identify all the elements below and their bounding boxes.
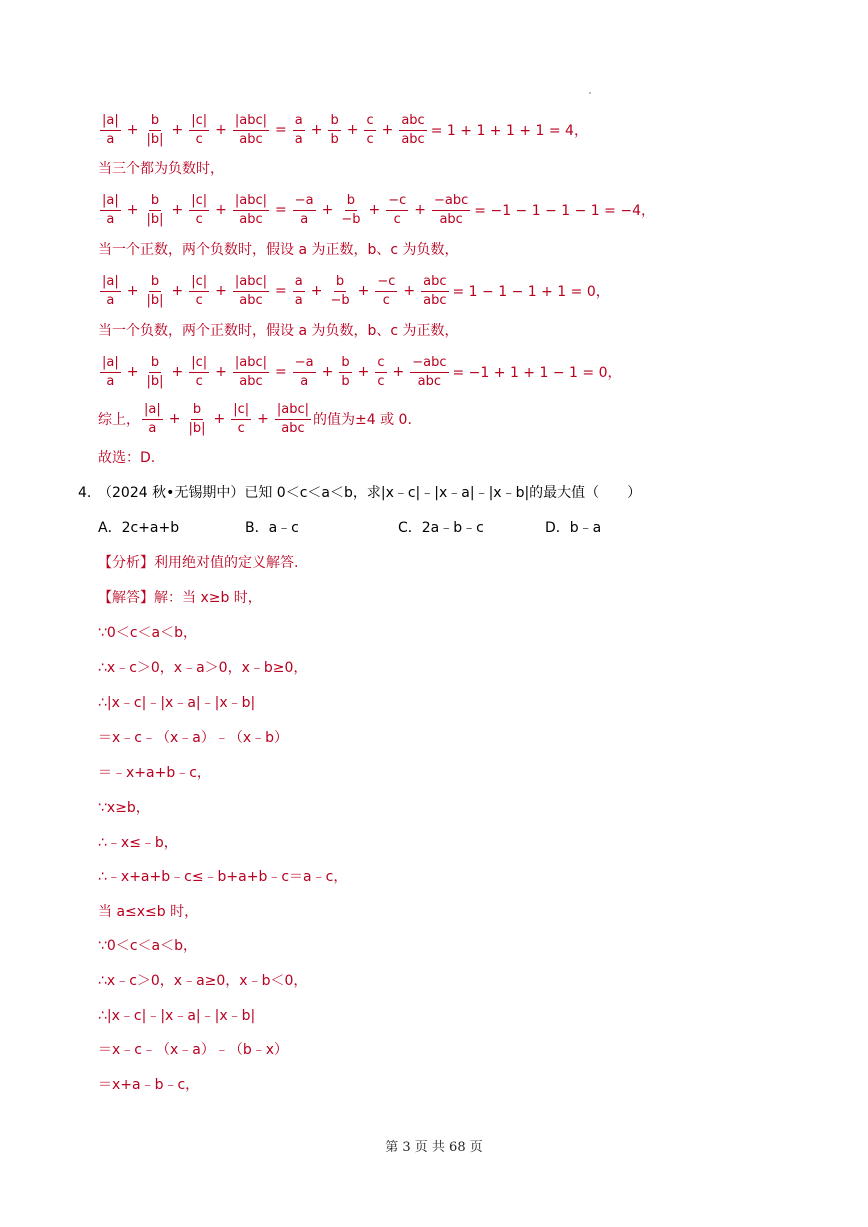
equation-result: = 1 + 1 + 1 + 1 = 4， [430, 123, 588, 139]
fraction-numerator: |abc| [233, 113, 269, 131]
page-footer: 第 3 页 共 68 页 [385, 1140, 483, 1155]
analysis-text: 【分析】利用绝对值的定义解答. [98, 555, 299, 571]
operator: = [275, 122, 287, 138]
fraction [100, 193, 121, 228]
fraction-numerator: −abc [432, 193, 470, 211]
solution-line: 【解答】解：当 x≥b 时， [98, 590, 262, 606]
fraction [233, 355, 269, 390]
fraction-denominator: a [300, 373, 309, 389]
fraction-numerator: b [345, 193, 357, 211]
fraction-numerator: b [328, 113, 340, 131]
fraction-numerator: −c [375, 274, 397, 292]
fraction-denominator: c [377, 373, 385, 389]
solution-line: ∵0＜c＜a＜b， [98, 938, 197, 954]
fraction-numerator: b [149, 274, 161, 292]
fraction-numerator: |c| [231, 402, 251, 420]
case-text-one-negative: 当一个负数，两个正数时，假设 a 为负数，b、c 为正数， [98, 323, 459, 339]
fraction [186, 402, 207, 437]
solution-line: ＝x+a﹣b﹣c， [98, 1077, 200, 1093]
operator: + [381, 122, 394, 138]
fraction-denominator: a [294, 131, 303, 147]
fraction [100, 274, 121, 309]
fraction [275, 402, 311, 437]
fraction-denominator: |b| [146, 131, 164, 147]
fraction [144, 193, 165, 228]
fraction [375, 274, 397, 309]
solution-line: ∵0＜c＜a＜b， [98, 625, 197, 641]
fraction-denominator: abc [281, 420, 305, 436]
fraction-numerator: a [293, 113, 305, 131]
solution-line: ∵x≥b， [98, 800, 150, 816]
solution-line: ＝﹣x+a+b﹣c， [98, 765, 211, 781]
fraction-denominator: c [195, 211, 203, 227]
fraction [189, 355, 209, 390]
fraction-denominator: −b [330, 292, 350, 308]
solution-line: ∴|x﹣c|﹣|x﹣a|﹣|x﹣b| [98, 1008, 256, 1024]
equation-result: = −1 − 1 − 1 − 1 = −4， [474, 203, 655, 219]
fraction [144, 355, 165, 390]
fraction-numerator: |abc| [233, 193, 269, 211]
operator: + [310, 122, 323, 138]
fraction-denominator: |b| [146, 373, 164, 389]
operator: + [368, 202, 381, 218]
fraction-denominator: c [195, 131, 203, 147]
fraction-numerator: abc [421, 274, 448, 292]
operator: + [346, 122, 359, 138]
fraction-denominator: a [300, 211, 309, 227]
fraction [432, 193, 470, 228]
case-text-all-negative: 当三个都为负数时， [98, 161, 224, 177]
fraction-numerator: b [334, 274, 346, 292]
fraction-numerator: c [375, 355, 386, 373]
fraction-numerator: |c| [189, 355, 209, 373]
fraction-numerator: |c| [189, 274, 209, 292]
equation-all-negative [98, 188, 655, 232]
fraction-denominator: a [106, 131, 115, 147]
operator: + [213, 411, 226, 427]
fraction-denominator: abc [239, 292, 263, 308]
fraction-denominator: c [237, 420, 245, 436]
fraction-denominator: −b [341, 211, 361, 227]
fraction-numerator: −a [293, 193, 316, 211]
fraction-denominator: a [106, 292, 115, 308]
fraction-numerator: b [149, 113, 161, 131]
option-d: D．b﹣a [545, 520, 602, 536]
fraction [386, 193, 408, 228]
fraction [233, 113, 269, 148]
fraction-denominator: |b| [146, 211, 164, 227]
operator: + [171, 122, 184, 138]
fraction-denominator: abc [423, 292, 447, 308]
fraction-numerator: a [293, 274, 305, 292]
fraction-numerator: b [339, 355, 351, 373]
fraction-numerator: abc [399, 113, 426, 131]
fraction [328, 274, 351, 309]
fraction [364, 113, 375, 148]
fraction-numerator: −abc [410, 355, 448, 373]
operator: + [357, 283, 370, 299]
fraction-numerator: b [191, 402, 203, 420]
equation-all-positive [98, 108, 588, 152]
fraction [293, 355, 316, 390]
fraction-numerator: |a| [100, 355, 121, 373]
fraction [100, 355, 121, 390]
fraction [189, 274, 209, 309]
fraction-denominator: abc [417, 373, 442, 389]
summary-expression [140, 402, 313, 437]
fraction-denominator: a [106, 373, 115, 389]
summary-line [98, 397, 412, 441]
operator: + [215, 364, 227, 380]
operator: + [403, 283, 416, 299]
fraction-denominator: c [393, 211, 401, 227]
fraction [189, 193, 209, 228]
case-text-one-positive: 当一个正数，两个负数时，假设 a 为正数，b、c 为负数， [98, 242, 459, 258]
question-text: （2024 秋•无锡期中）已知 0＜c＜a＜b，求|x﹣c|﹣|x﹣a|﹣|x﹣b|的最大值（ ） [98, 485, 642, 501]
solution-line: ∴x﹣c＞0，x﹣a≥0，x﹣b＜0， [98, 973, 308, 989]
fraction-denominator: abc [239, 373, 263, 389]
operator: + [171, 364, 184, 380]
option-a: A．2c+a+b [98, 520, 180, 536]
fraction-numerator: −a [293, 355, 316, 373]
fraction-numerator: |abc| [233, 274, 269, 292]
equation-result: = −1 + 1 + 1 − 1 = 0， [452, 365, 622, 381]
operator: + [392, 364, 405, 380]
operator: + [310, 283, 323, 299]
solution-line: ∴|x﹣c|﹣|x﹣a|﹣|x﹣b| [98, 695, 256, 711]
operator: = [275, 283, 287, 299]
fraction-numerator: |a| [100, 274, 121, 292]
fraction-numerator: |a| [100, 113, 121, 131]
fraction [144, 274, 165, 309]
fraction [142, 402, 163, 437]
fraction [189, 113, 209, 148]
fraction-denominator: |b| [188, 420, 206, 436]
scan-dot [589, 92, 591, 94]
fraction [293, 274, 305, 309]
equation-one-negative [98, 350, 621, 394]
fraction-denominator: a [148, 420, 157, 436]
fraction-denominator: c [195, 373, 203, 389]
fraction-numerator: −c [386, 193, 408, 211]
operator: + [257, 411, 269, 427]
fraction-numerator: |abc| [233, 355, 269, 373]
fraction [233, 274, 269, 309]
fraction [399, 113, 426, 148]
fraction-denominator: abc [439, 211, 463, 227]
operator: + [321, 202, 334, 218]
question-number: 4. [78, 485, 92, 501]
fraction [231, 402, 251, 437]
fraction-numerator: |c| [189, 193, 209, 211]
operator: + [215, 122, 227, 138]
fraction [144, 113, 165, 148]
fraction-denominator: |b| [146, 292, 164, 308]
solution-line: 当 a≤x≤b 时， [98, 904, 199, 920]
operator: + [126, 283, 139, 299]
operator: + [215, 202, 227, 218]
fraction [233, 193, 269, 228]
fraction-numerator: |a| [142, 402, 163, 420]
summary-suffix: 的值为±4 或 0. [313, 412, 412, 428]
fraction [375, 355, 386, 390]
operator: = [275, 202, 287, 218]
operator: + [215, 283, 227, 299]
fraction [421, 274, 448, 309]
fraction-numerator: b [149, 355, 161, 373]
fraction [339, 193, 362, 228]
answer-choice: 故选：D. [98, 450, 156, 466]
fraction-denominator: abc [401, 131, 425, 147]
operator: + [414, 202, 427, 218]
fraction-denominator: b [330, 131, 339, 147]
fraction-numerator: b [149, 193, 161, 211]
solution-line: ＝x﹣c﹣（x﹣a）﹣（b﹣x） [98, 1042, 289, 1058]
equation-one-positive [98, 269, 610, 313]
fraction [328, 113, 340, 148]
fraction-denominator: abc [239, 211, 263, 227]
fraction-denominator: c [382, 292, 390, 308]
operator: + [321, 364, 334, 380]
fraction [339, 355, 351, 390]
solution-line: ∴x﹣c＞0，x﹣a＞0，x﹣b≥0， [98, 660, 308, 676]
fraction-denominator: a [294, 292, 303, 308]
fraction-denominator: a [106, 211, 115, 227]
operator: = [275, 364, 287, 380]
solution-line: ＝x﹣c﹣（x﹣a）﹣（x﹣b） [98, 730, 289, 746]
fraction [410, 355, 448, 390]
fraction [100, 113, 121, 148]
fraction-denominator: b [341, 373, 350, 389]
operator: + [126, 122, 139, 138]
operator: + [357, 364, 370, 380]
fraction-numerator: |c| [189, 113, 209, 131]
operator: + [126, 364, 139, 380]
operator: + [168, 411, 181, 427]
fraction-numerator: |a| [100, 193, 121, 211]
option-b: B．a﹣c [245, 520, 299, 536]
operator: + [126, 202, 139, 218]
fraction-numerator: |abc| [275, 402, 311, 420]
solution-line: ∴﹣x≤﹣b， [98, 835, 178, 851]
fraction [293, 113, 305, 148]
fraction [293, 193, 316, 228]
fraction-denominator: abc [239, 131, 263, 147]
operator: + [171, 283, 184, 299]
summary-prefix: 综上， [98, 412, 140, 428]
fraction-denominator: c [195, 292, 203, 308]
fraction-denominator: c [366, 131, 374, 147]
operator: + [171, 202, 184, 218]
option-c: C．2a﹣b﹣c [398, 520, 484, 536]
equation-result: = 1 − 1 − 1 + 1 = 0， [452, 284, 610, 300]
solution-line: ∴﹣x+a+b﹣c≤﹣b+a+b﹣c＝a﹣c， [98, 869, 348, 885]
fraction-numerator: c [364, 113, 375, 131]
